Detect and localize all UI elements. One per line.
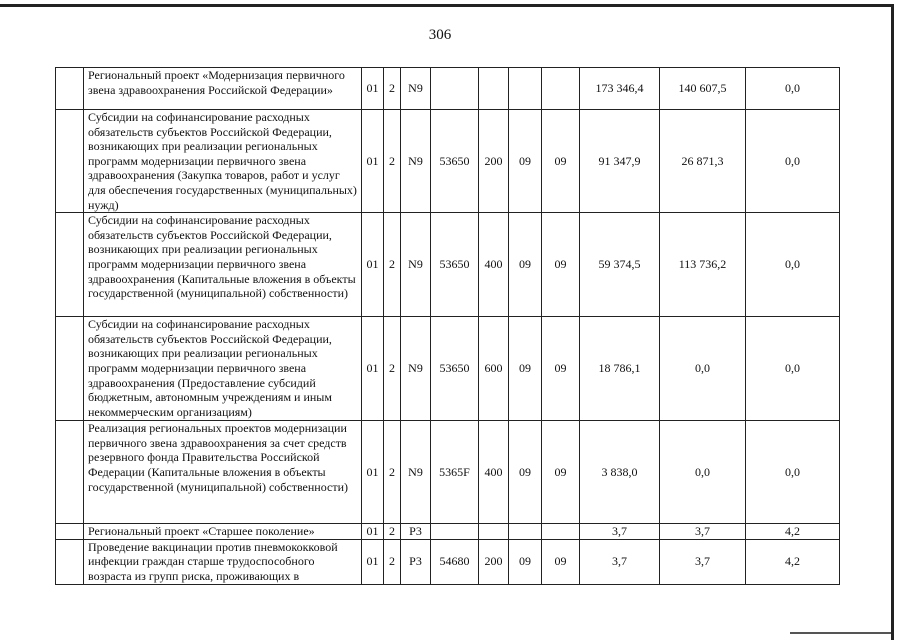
amount-cell: 3,7 [580, 539, 660, 584]
code-cell: 01 [362, 539, 384, 584]
code-cell: 09 [542, 421, 580, 524]
code-cell: 400 [479, 213, 509, 317]
code-cell: 09 [509, 317, 542, 421]
code-cell: 2 [384, 421, 401, 524]
top-border-rule [0, 4, 891, 7]
amount-cell: 3,7 [660, 524, 746, 540]
code-cell: 600 [479, 317, 509, 421]
amount-cell: 0,0 [746, 213, 840, 317]
code-cell: 200 [479, 539, 509, 584]
code-cell: N9 [401, 110, 431, 213]
code-cell: N9 [401, 213, 431, 317]
blank-cell [56, 539, 84, 584]
code-cell: 01 [362, 68, 384, 110]
code-cell: 09 [509, 421, 542, 524]
code-cell: 09 [542, 317, 580, 421]
amount-cell: 140 607,5 [660, 68, 746, 110]
code-cell: P3 [401, 524, 431, 540]
code-cell: 53650 [431, 317, 479, 421]
amount-cell: 0,0 [746, 68, 840, 110]
code-cell: 2 [384, 524, 401, 540]
code-cell: 09 [509, 539, 542, 584]
code-cell [431, 68, 479, 110]
code-cell [479, 68, 509, 110]
code-cell: 01 [362, 421, 384, 524]
code-cell: 2 [384, 110, 401, 213]
code-cell [542, 68, 580, 110]
code-cell [542, 524, 580, 540]
blank-cell [56, 317, 84, 421]
row-name: Субсидии на софинансирование расходных обязательств субъектов Российской Федерации, возникающих при реализации региональных программ модернизации первичного звена здравоохранения (Капитальные вложения в объекты государственной (муниципальной) собственности) [84, 213, 362, 317]
row-name: Реализация региональных проектов модернизации первичного звена здравоохранения за счет средств резервного фонда Правительства Российской Федерации (Капитальные вложения в объекты государственной (муниципальной) собственности) [84, 421, 362, 524]
blank-cell [56, 68, 84, 110]
amount-cell: 173 346,4 [580, 68, 660, 110]
code-cell: 200 [479, 110, 509, 213]
code-cell: 01 [362, 213, 384, 317]
table-row [56, 421, 840, 524]
table-row [56, 110, 840, 213]
blank-cell [56, 524, 84, 540]
code-cell: 01 [362, 317, 384, 421]
row-name: Субсидии на софинансирование расходных обязательств субъектов Российской Федерации, возникающих при реализации региональных программ модернизации первичного звена здравоохранения (Закупка товаров, работ и услуг для обеспечения государственных (муниципальных) нужд) [84, 110, 362, 213]
blank-cell [56, 110, 84, 213]
amount-cell: 0,0 [660, 317, 746, 421]
page-number: 306 [428, 27, 452, 43]
amount-cell: 3,7 [580, 524, 660, 540]
amount-cell: 3,7 [660, 539, 746, 584]
code-cell: 09 [509, 213, 542, 317]
code-cell: 400 [479, 421, 509, 524]
amount-cell: 0,0 [746, 110, 840, 213]
code-cell: N9 [401, 317, 431, 421]
table-row [56, 68, 840, 110]
amount-cell: 4,2 [746, 539, 840, 584]
code-cell [509, 68, 542, 110]
amount-cell: 4,2 [746, 524, 840, 540]
amount-cell: 59 374,5 [580, 213, 660, 317]
code-cell [509, 524, 542, 540]
code-cell: 2 [384, 68, 401, 110]
code-cell: 09 [542, 539, 580, 584]
amount-cell: 0,0 [746, 421, 840, 524]
amount-cell: 91 347,9 [580, 110, 660, 213]
code-cell: 53650 [431, 110, 479, 213]
code-cell: 2 [384, 539, 401, 584]
table-row [56, 317, 840, 421]
amount-cell: 26 871,3 [660, 110, 746, 213]
code-cell: N9 [401, 68, 431, 110]
code-cell: 09 [542, 110, 580, 213]
code-cell: 09 [542, 213, 580, 317]
code-cell [431, 524, 479, 540]
amount-cell: 0,0 [660, 421, 746, 524]
code-cell: 09 [509, 110, 542, 213]
row-name: Региональный проект «Модернизация первичного звена здравоохранения Российской Федерации» [84, 68, 362, 110]
bottom-edge-line [790, 632, 891, 634]
table-row [56, 213, 840, 317]
right-border-rule [891, 4, 894, 640]
code-cell: P3 [401, 539, 431, 584]
code-cell: 01 [362, 524, 384, 540]
code-cell [479, 524, 509, 540]
row-name: Проведение вакцинации против пневмококковой инфекции граждан старше трудоспособного возраста из групп риска, проживающих в [84, 539, 362, 584]
code-cell: N9 [401, 421, 431, 524]
code-cell: 2 [384, 213, 401, 317]
amount-cell: 0,0 [746, 317, 840, 421]
row-name: Субсидии на софинансирование расходных обязательств субъектов Российской Федерации, возникающих при реализации региональных программ модернизации первичного звена здравоохранения (Предоставление субсидий бюджетным, автономным учреждениям и иным некоммерческим организациям) [84, 317, 362, 421]
amount-cell: 3 838,0 [580, 421, 660, 524]
budget-table [55, 67, 840, 585]
table-row [56, 524, 840, 540]
row-name: Региональный проект «Старшее поколение» [84, 524, 362, 540]
code-cell: 2 [384, 317, 401, 421]
amount-cell: 113 736,2 [660, 213, 746, 317]
code-cell: 54680 [431, 539, 479, 584]
code-cell: 01 [362, 110, 384, 213]
amount-cell: 18 786,1 [580, 317, 660, 421]
table-row [56, 539, 840, 584]
blank-cell [56, 213, 84, 317]
code-cell: 53650 [431, 213, 479, 317]
code-cell: 5365F [431, 421, 479, 524]
blank-cell [56, 421, 84, 524]
